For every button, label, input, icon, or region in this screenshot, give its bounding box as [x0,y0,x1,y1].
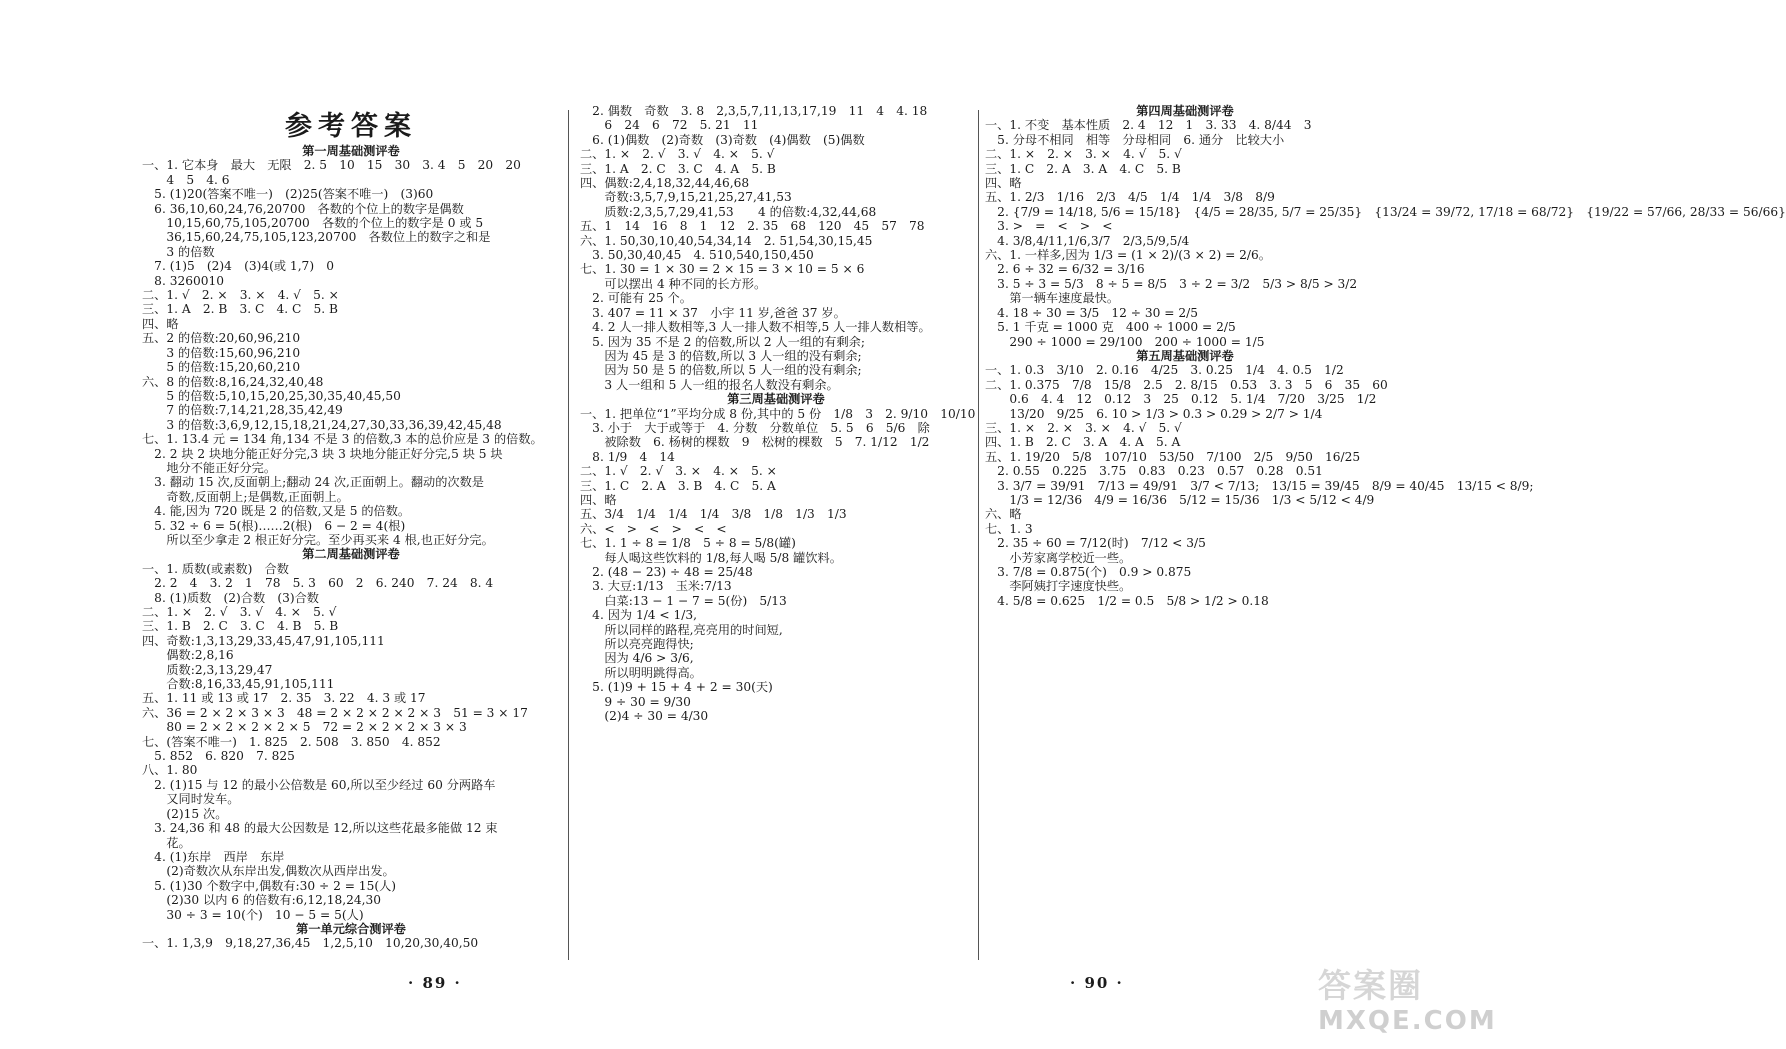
answer-line: 四、略 [142,316,179,331]
answer-line: 80 = 2 × 2 × 2 × 2 × 5 72 = 2 × 2 × 2 × 3 × 3 [142,720,467,735]
section-heading: 第五周基础测评卷 [1136,348,1234,363]
answer-line: 7 的倍数:7,14,21,28,35,42,49 [142,403,343,418]
answer-line: 二、1. × 2. √ 3. √ 4. × 5. √ [142,605,337,619]
answer-line: 六、1. 一样多,因为 1/3 = (1 × 2)/(3 × 2) = 2/6。 [985,248,1271,263]
answer-line: 一、1. 1,3,9 9,18,27,36,45 1,2,5,10 10,20,30,40,50 [142,936,479,951]
answer-line: 四、偶数:2,4,18,32,44,46,68 [580,176,750,191]
answer-line: 所以至少拿走 2 根正好分完。至少再买来 4 根,也正好分完。 [142,532,494,547]
answer-line: 五、1. 2/3 1/16 2/3 4/5 1/4 1/4 3/8 8/9 [985,190,1275,205]
answer-line: 六、略 [985,507,1022,522]
answer-line: 五、3/4 1/4 1/4 1/4 3/8 1/8 1/3 1/3 [580,507,847,522]
answer-line: 三、1. A 2. C 3. C 4. A 5. B [580,161,776,176]
answer-line: 5. (1)20(答案不唯一) (2)25(答案不唯一) (3)60 [142,187,434,202]
answer-line: 三、1. A 2. B 3. C 4. C 5. B [142,302,338,317]
answer-line: 7. (1)5 (2)4 (3)4(或 1,7) 0 [142,259,335,274]
answer-line: 七、(答案不唯一) 1. 825 2. 508 3. 850 4. 852 [142,734,441,749]
answer-line: 因为 4/6 > 3/6, [580,651,694,666]
column-divider-right [978,110,979,960]
answer-line: 花。 [142,835,191,850]
answer-line: 二、1. × 2. × 3. × 4. √ 5. √ [985,147,1182,162]
answer-line: 3. > = < > < [985,219,1113,234]
answer-line: (2)奇数次从东岸出发,偶数次从西岸出发。 [142,864,395,879]
answer-line: 4. 3/8,4/11,1/6,3/7 2/3,5/9,5/4 [985,233,1190,248]
section-heading: 第一周基础测评卷 [302,144,400,158]
answer-line: 六、< > < > < < [580,521,727,536]
answer-line: 3. 50,30,40,45 4. 510,540,150,450 [580,248,814,263]
answer-line: 13/20 9/25 6. 10 > 1/3 > 0.3 > 0.29 > 2/7 > 1/4 [985,406,1323,421]
answer-line: (2)30 以内 6 的倍数有:6,12,18,24,30 [142,893,382,908]
answer-line: 2. 2 4 3. 2 1 78 5. 3 60 2 6. 240 7. 24 8. 4 [142,576,494,591]
answer-line: 3. 小于 大于或等于 4. 分数 分数单位 5. 5 6 5/6 除 [580,420,930,435]
middle-column [580,104,976,724]
page-title: 参考答案 [285,111,417,142]
answer-line: 三、1. C 2. A 3. B 4. C 5. A [580,478,776,493]
answer-line: 四、1. B 2. C 3. A 4. A 5. A [985,435,1181,450]
answer-line: 6. (1)偶数 (2)奇数 (3)奇数 (4)偶数 (5)偶数 [580,132,865,147]
answer-line: 5. 1 千克 = 1000 克 400 ÷ 1000 = 2/5 [985,320,1236,335]
answer-line: 290 ÷ 1000 = 29/100 200 ÷ 1000 = 1/5 [985,334,1265,349]
answer-line: 所以明明跳得高。 [580,665,702,680]
answer-line: 七、1. 3 [985,521,1033,536]
answer-line: 质数:2,3,5,7,29,41,53 4 的倍数:4,32,44,68 [580,204,877,219]
answer-line: 6. 36,10,60,24,76,20700 各数的个位上的数字是偶数 [142,201,464,216]
answer-line: 30 ÷ 3 = 10(个) 10 − 5 = 5(人) [142,907,364,922]
answer-line: 四、略 [985,176,1022,191]
section-heading: 第三周基础测评卷 [727,392,825,407]
answer-line: 第一辆车速度最快。 [985,291,1120,306]
answer-line: 3 的倍数:15,60,96,210 [142,345,301,360]
answer-line: 八、1. 80 [142,763,198,778]
answer-line: 被除数 6. 杨树的棵数 9 松树的棵数 5 7. 1/12 1/2 [580,435,930,450]
section-heading: 第四周基础测评卷 [1136,104,1234,118]
answer-line: 一、1. 它本身 最大 无限 2. 5 10 15 30 3. 4 5 20 20 [142,158,521,173]
answer-line: 4. 18 ÷ 30 = 3/5 12 ÷ 30 = 2/5 [985,305,1198,320]
answer-line: 李阿姨打字速度快些。 [985,579,1132,594]
answer-line: 3. 24,36 和 48 的最大公因数是 12,所以这些花最多能做 12 束 [142,821,498,836]
answer-line: 七、1. 30 = 1 × 30 = 2 × 15 = 3 × 10 = 5 × 6 [580,262,865,277]
answer-line: 五、1. 19/20 5/8 107/10 53/50 7/100 2/5 9/50 16/25 [985,449,1361,464]
answer-line: 一、1. 不变 基本性质 2. 4 12 1 3. 33 4. 8/44 3 [985,118,1312,133]
answer-line: 所以亮亮跑得快; [580,637,694,652]
answer-line: 5. (1)9 + 15 + 4 + 2 = 30(天) [580,680,773,695]
answer-line: 5. (1)30 个数字中,偶数有:30 ÷ 2 = 15(人) [142,878,397,893]
answer-line: 七、1. 1 ÷ 8 = 1/8 5 ÷ 8 = 5/8(罐) [580,536,796,551]
answer-line: 2. 可能有 25 个。 [580,291,692,306]
answer-line: 6 24 6 72 5. 21 11 [580,118,759,133]
answer-line: 五、1 14 16 8 1 12 2. 35 68 120 45 57 78 [580,219,925,234]
answer-line: 8. (1)质数 (2)合数 (3)合数 [142,590,319,605]
answer-line: 3. 7/8 = 0.875(个) 0.9 > 0.875 [985,565,1192,579]
answer-line: 三、1. B 2. C 3. C 4. B 5. B [142,619,339,634]
answer-line: 奇数,反面朝上;是偶数,正面朝上。 [142,489,349,504]
answer-line: 2. 6 ÷ 32 = 6/32 = 3/16 [985,262,1145,277]
answer-line: 4. 2 人一排人数相等,3 人一排人数不相等,5 人一排人数相等。 [580,320,931,335]
answer-line: 四、奇数:1,3,13,29,33,45,47,91,105,111 [142,633,385,648]
answer-line: 四、略 [580,492,617,507]
left-column [142,104,560,951]
answer-line: 二、1. 0.375 7/8 15/8 2.5 2. 8/15 0.53 3. 3 5 6 35 60 [985,377,1388,392]
answer-line: 所以同样的路程,亮亮用的时间短, [580,622,783,637]
answer-line: 4. 因为 1/4 < 1/3, [580,608,698,623]
section-heading: 第一单元综合测评卷 [296,921,406,936]
answer-line: 2. 35 ÷ 60 = 7/12(时) 7/12 < 3/5 [985,536,1206,551]
answer-line: 又同时发车。 [142,792,240,807]
answer-line: 8. 1/9 4 14 [580,449,675,464]
answer-line: 质数:2,3,13,29,47 [142,662,273,677]
answer-line: 五、1. 11 或 13 或 17 2. 35 3. 22 4. 3 或 17 [142,691,426,706]
answer-line: 地分不能正好分完。 [142,460,277,475]
answer-line: 可以摆出 4 种不同的长方形。 [580,276,767,291]
answer-line: 六、36 = 2 × 2 × 3 × 3 48 = 2 × 2 × 2 × 2 × 3 51 = 3 × 17 [142,705,528,720]
answer-line: 10,15,60,75,105,20700 各数的个位上的数字是 0 或 5 [142,216,484,231]
answer-line: 1/3 = 12/36 4/9 = 16/36 5/12 = 15/36 1/3 < 5/12 < 4/9 [985,492,1375,507]
watermark-bottom-text: MXQE.COM [1318,1006,1497,1036]
answer-line: 三、1. × 2. × 3. × 4. √ 5. √ [985,420,1182,435]
answer-line: 4. (1)东岸 西岸 东岸 [142,849,285,864]
answer-line: 8. 3260010 [142,273,224,288]
answer-line: 4. 5/8 = 0.625 1/2 = 0.5 5/8 > 1/2 > 0.18 [985,593,1269,608]
answer-line: 9 ÷ 30 = 9/30 [580,694,691,709]
answer-line: 白菜:13 − 1 − 7 = 5(份) 5/13 [580,593,787,608]
answer-line: (2)4 ÷ 30 = 4/30 [580,709,709,724]
answer-line: 五、2 的倍数:20,60,96,210 [142,331,301,346]
answer-line: 偶数:2,8,16 [142,648,234,663]
answer-line: 一、1. 0.3 3/10 2. 0.16 4/25 3. 0.25 1/4 4. 0.5 1/2 [985,363,1344,378]
watermark-logo [1318,966,1497,1042]
answer-line: 二、1. × 2. √ 3. √ 4. × 5. √ [580,147,775,162]
answer-line: 5 的倍数:5,10,15,20,25,30,35,40,45,50 [142,388,401,403]
answer-line: 5. 分母不相同 相等 分母相同 6. 通分 比较大小 [985,132,1285,147]
answer-line: 2. (1)15 与 12 的最小公倍数是 60,所以至少经过 60 分两路车 [142,777,496,792]
answer-line: 5 的倍数:15,20,60,210 [142,360,301,375]
answer-line: 4. 能,因为 720 既是 2 的倍数,又是 5 的倍数。 [142,504,411,519]
answer-line: 2. 偶数 奇数 3. 8 2,3,5,7,11,13,17,19 11 4 4. 18 [580,104,928,118]
answer-line: 奇数:3,5,7,9,15,21,25,27,41,53 [580,190,792,205]
answer-line: 一、1. 把单位“1”平均分成 8 份,其中的 5 份 1/8 3 2. 9/10 10/10 [580,406,976,421]
answer-line: 二、1. √ 2. √ 3. × 4. × 5. × [580,464,777,479]
answer-line: 4 5 4. 6 [142,172,230,187]
answer-line: 5. 32 ÷ 6 = 5(根)……2(根) 6 − 2 = 4(根) [142,518,406,533]
answer-line: 3 的倍数 [142,244,215,259]
section-heading: 第二周基础测评卷 [302,547,400,562]
right-column [985,104,1786,608]
answer-line: 5. 852 6. 820 7. 825 [142,749,295,764]
answer-line: 3. 翻动 15 次,反面朝上;翻动 24 次,正面朝上。翻动的次数是 [142,475,484,490]
right-page-number: · 90 · [1070,974,1124,992]
answer-line: (2)15 次。 [142,806,228,821]
answer-line: 六、1. 50,30,10,40,54,34,14 2. 51,54,30,15,45 [580,233,873,248]
answer-line: 因为 50 是 5 的倍数,所以 5 人一组的没有剩余; [580,363,862,378]
answer-line: 3. 5 ÷ 3 = 5/3 8 ÷ 5 = 8/5 3 ÷ 2 = 3/2 5/3 > 8/5 > 3/2 [985,276,1358,291]
answer-line: 3 人一组和 5 人一组的报名人数没有剩余。 [580,377,839,392]
answer-line: 0.6 4. 4 12 0.12 3 25 0.12 5. 1/4 7/20 3/25 1/2 [985,392,1377,407]
answer-line: 二、1. √ 2. × 3. × 4. √ 5. × [142,288,339,303]
answer-line: 5. 因为 35 不是 2 的倍数,所以 2 人一组的有剩余; [580,334,865,349]
answer-line: 2. (48 − 23) ÷ 48 = 25/48 [580,565,753,579]
answer-line: 3. 3/7 = 39/91 7/13 = 49/91 3/7 < 7/13; 13/15 = 39/45 8/9 = 40/45 13/15 < 8/9; [985,478,1534,493]
answer-line: 2. 2 块 2 块地分能正好分完,3 块 3 块地分能正好分完,5 块 5 块 [142,446,503,461]
column-divider-left [568,110,569,960]
answer-line: 合数:8,16,33,45,91,105,111 [142,677,335,692]
answer-line: 36,15,60,24,75,105,123,20700 各数位上的数字之和是 [142,230,491,245]
answer-line: 3 的倍数:3,6,9,12,15,18,21,24,27,30,33,36,39,42,45,48 [142,417,502,432]
answer-line: 七、1. 13.4 元 = 134 角,134 不是 3 的倍数,3 本的总价应是 3 的倍数。 [142,432,543,447]
answer-line: 3. 大豆:1/13 玉米:7/13 [580,579,732,594]
answer-line: 三、1. C 2. A 3. A 4. C 5. B [985,161,1181,176]
answer-line: 3. 407 = 11 × 37 小宇 11 岁,爸爸 37 岁。 [580,305,846,320]
answer-line: 小芳家离学校近一些。 [985,550,1132,565]
answer-line: 六、8 的倍数:8,16,24,32,40,48 [142,374,324,389]
answer-line: 每人喝这些饮料的 1/8,每人喝 5/8 罐饮料。 [580,550,842,565]
answer-line: 因为 45 是 3 的倍数,所以 3 人一组的没有剩余; [580,348,862,363]
left-page-number: · 89 · [408,974,462,992]
answer-line: 2. 0.55 0.225 3.75 0.83 0.23 0.57 0.28 0.51 [985,464,1323,479]
answer-line: 一、1. 质数(或素数) 合数 [142,561,289,576]
answer-line: 2. {7/9 = 14/18, 5/6 = 15/18} {4/5 = 28/35, 5/7 = 25/35} {13/24 = 39/72, 17/18 = 68/72} {19/22 = 57/66, 28/33 = 56/66} [985,204,1786,219]
watermark-top-text: 答案圈 [1318,966,1423,1005]
